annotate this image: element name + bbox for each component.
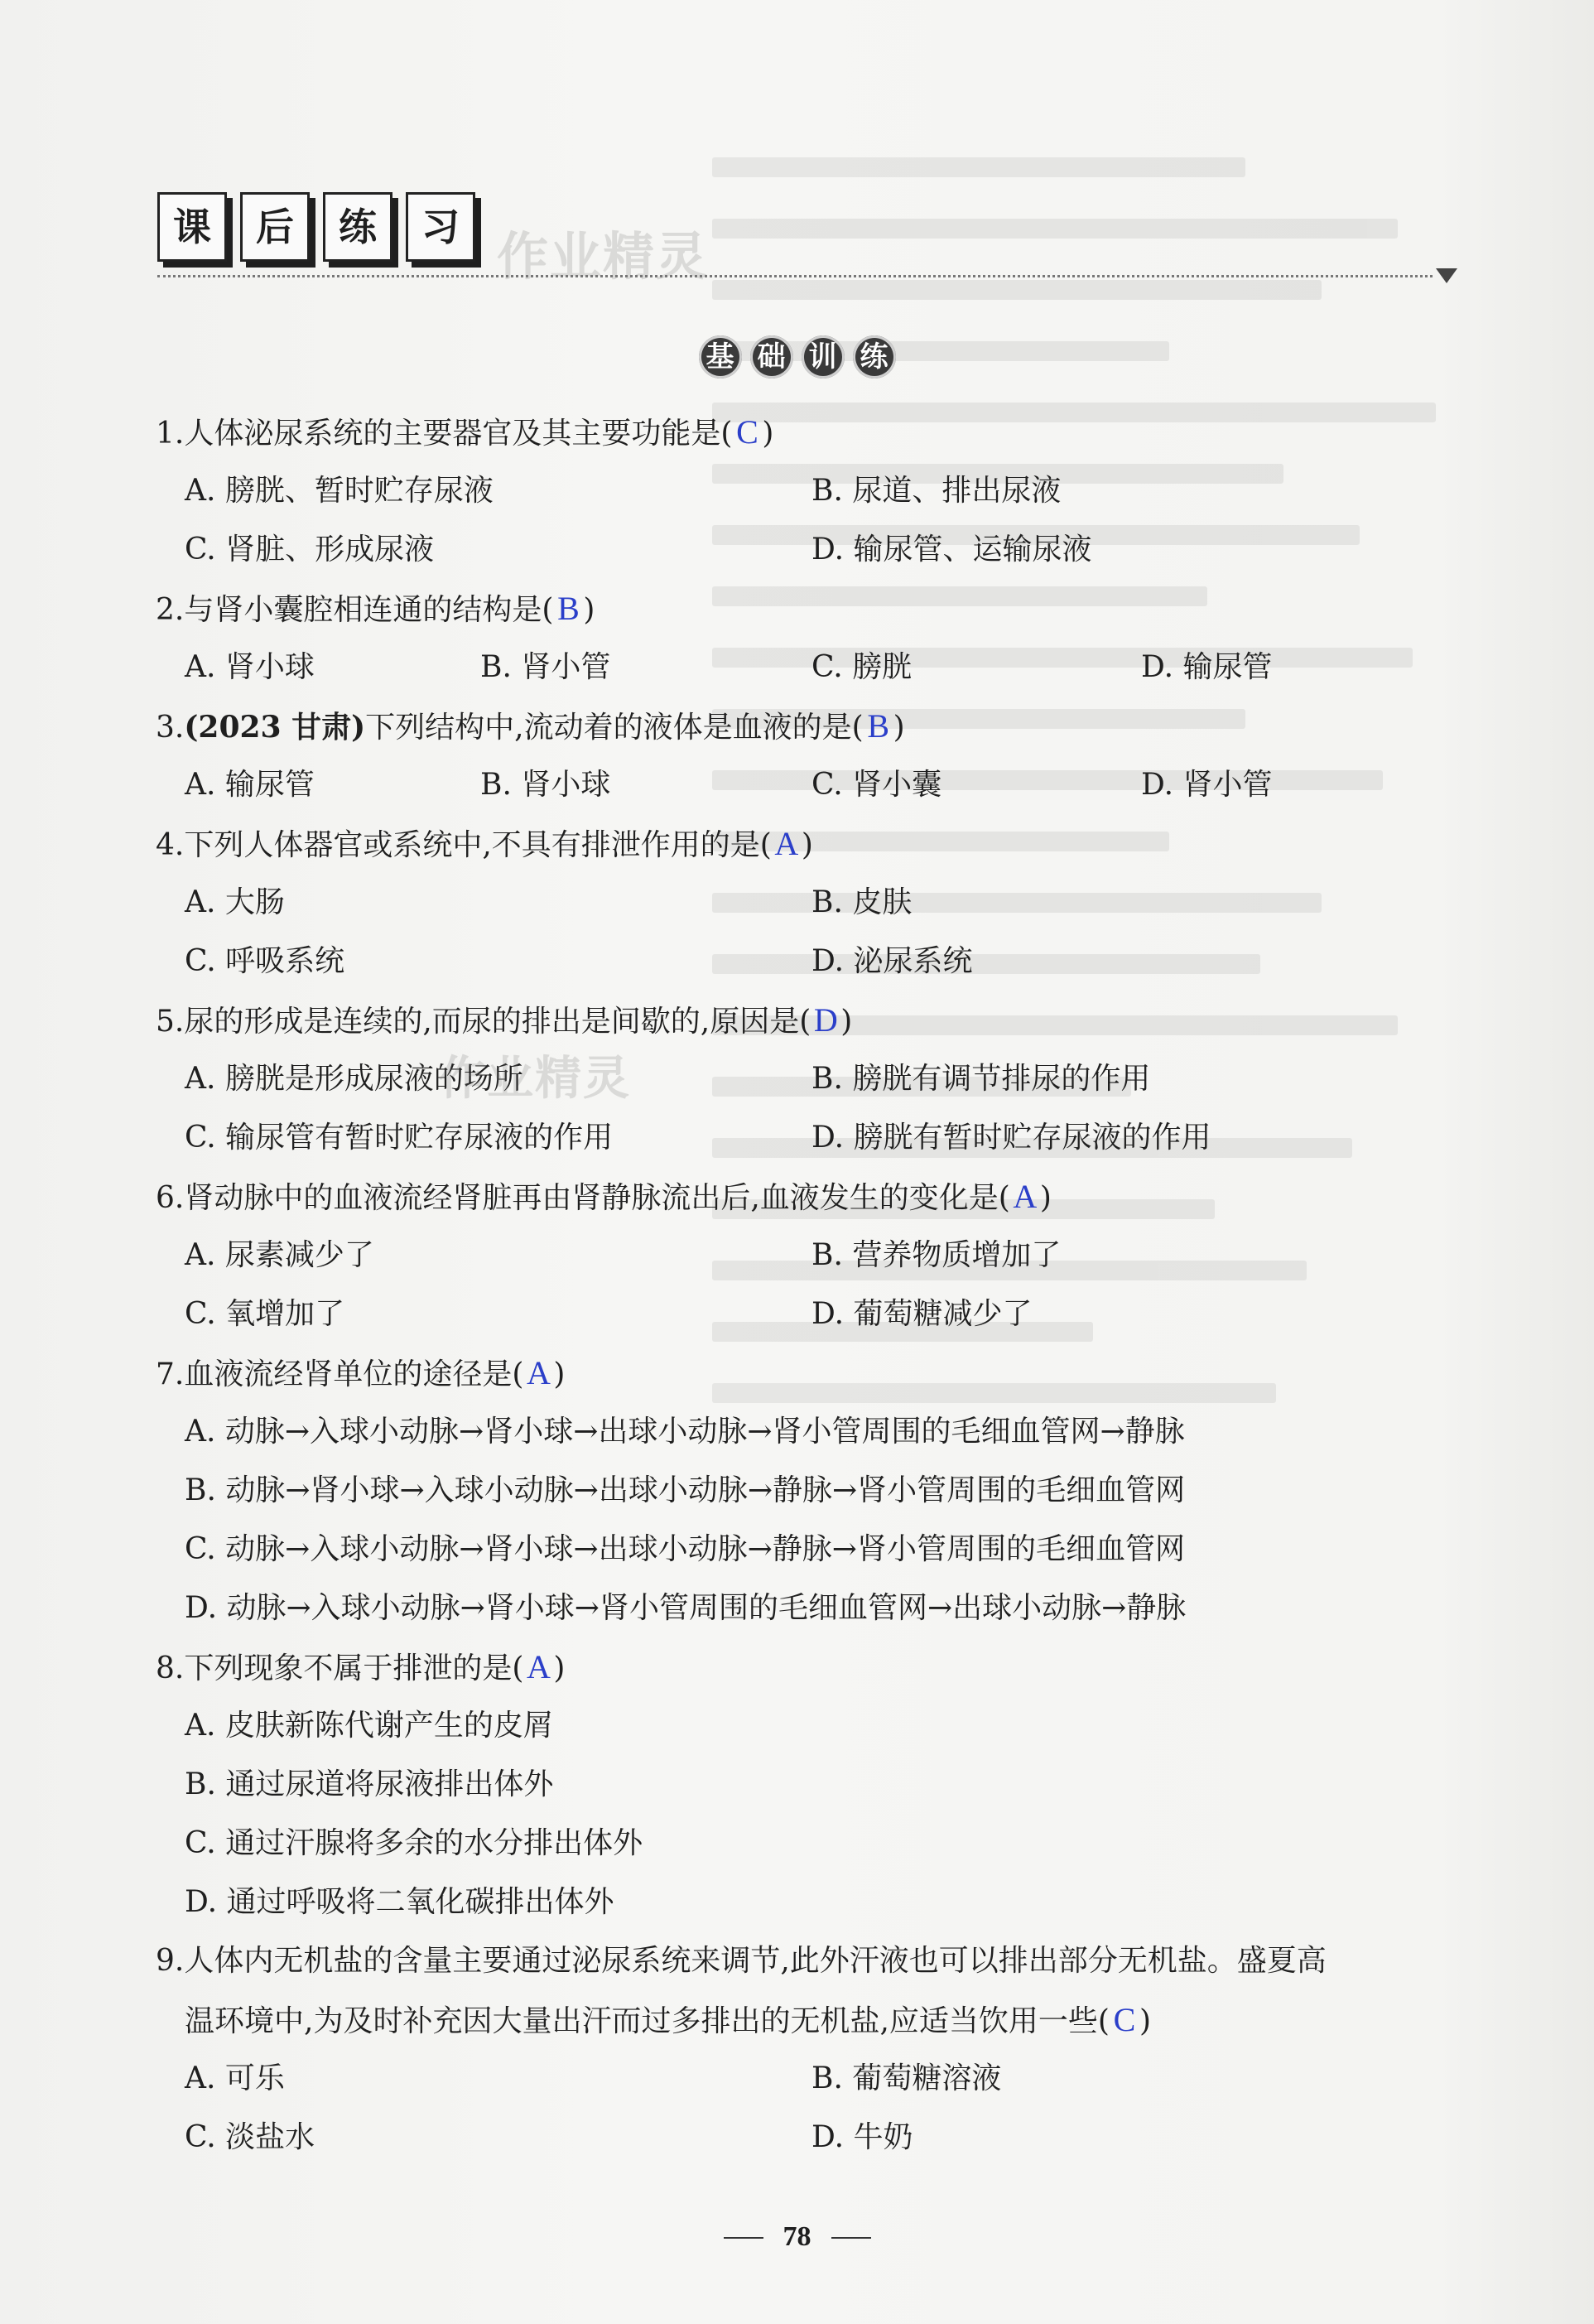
option: A. 可乐 [185,2061,285,2095]
header-tile: 课 [157,192,227,262]
answer: C [1113,2001,1136,2038]
option: C. 氧增加了 [185,1297,345,1331]
answer: C [736,413,758,451]
header-divider [157,275,1433,277]
header-tile: 后 [240,192,310,262]
section-title [0,335,1594,385]
option: C. 通过汗腺将多余的水分排出体外 [185,1826,643,1860]
question-9-line-2: 温环境中,为及时补充因大量出汗而过多排出的无机盐,应适当饮用一些( C ) [185,1999,1151,2042]
question-7: 7.血液流经肾单位的途径是(A) [156,1352,565,1396]
question-source: (2023 甘肃) [184,710,366,745]
section-header [157,192,1449,287]
question-5: 5.尿的形成是连续的,而尿的排出是间歇的,原因是(D) [156,1000,852,1043]
option: B. 通过尿道将尿液排出体外 [185,1767,554,1801]
option: B. 膀胱有调节排尿的作用 [811,1062,1151,1096]
section-char: 训 [802,335,845,378]
option: A. 膀胱是形成尿液的场所 [185,1062,523,1096]
question-9: 9.人体内无机盐的含量主要通过泌尿系统来调节,此外汗液也可以排出部分无机盐。盛夏高 [156,1944,1327,1978]
option: A. 大肠 [185,885,285,919]
option: C. 动脉→入球小动脉→肾小球→出球小动脉→静脉→肾小管周围的毛细血管网 [185,1532,1185,1566]
watermark: 作业精灵 [497,226,710,287]
question-3: 3.(2023 甘肃)下列结构中,流动着的液体是血液的是( B ) [156,706,905,749]
option: A. 膀胱、暂时贮存尿液 [185,474,494,508]
section-char: 练 [853,335,896,378]
option: D. 输尿管 [1141,650,1273,684]
option: C. 呼吸系统 [185,944,345,978]
option: B. 尿道、排出尿液 [811,474,1062,508]
option: B. 葡萄糖溶液 [811,2061,1002,2095]
option: A. 尿素减少了 [185,1238,374,1272]
answer: D [813,1001,838,1039]
page-number: 78 [0,2220,1594,2253]
option: D. 膀胱有暂时贮存尿液的作用 [811,1121,1211,1155]
option: B. 肾小管 [480,650,611,684]
option: B. 动脉→肾小球→入球小动脉→出球小动脉→静脉→肾小管周围的毛细血管网 [185,1473,1186,1507]
option: D. 输尿管、运输尿液 [811,533,1092,567]
answer: A [526,1354,551,1391]
answer: A [774,825,799,862]
option: A. 肾小球 [185,650,315,684]
question-8: 8.下列现象不属于排泄的是(A) [156,1647,565,1690]
option: A. 皮肤新陈代谢产生的皮屑 [185,1709,553,1743]
option: B. 肾小球 [480,768,611,802]
section-char: 基 [699,335,742,378]
question-2: 2.与肾小囊腔相连通的结构是( B ) [156,588,595,631]
question-1: 1.人体泌尿系统的主要器官及其主要功能是( C ) [156,412,773,455]
option: D. 葡萄糖减少了 [811,1297,1033,1331]
watermark: 作业精灵 [439,1052,631,1106]
option: D. 通过呼吸将二氧化碳排出体外 [185,1885,614,1919]
answer: B [867,707,889,745]
option: C. 肾小囊 [811,768,942,802]
option: B. 营养物质增加了 [811,1238,1062,1272]
option: D. 肾小管 [1141,768,1273,802]
header-tile: 练 [323,192,392,262]
option: C. 输尿管有暂时贮存尿液的作用 [185,1121,614,1155]
triangle-arrow-icon [1436,268,1457,283]
option: C. 膀胱 [811,650,913,684]
option: D. 泌尿系统 [811,944,973,978]
answer: A [1013,1178,1038,1215]
option: D. 牛奶 [811,2120,913,2154]
option: C. 肾脏、形成尿液 [185,533,435,567]
answer: A [526,1648,551,1685]
answer: B [557,590,580,627]
section-char: 础 [750,335,793,378]
header-tile: 习 [406,192,475,262]
question-6: 6.肾动脉中的血液流经肾脏再由肾静脉流出后,血液发生的变化是(A) [156,1176,1052,1219]
question-4: 4.下列人体器官或系统中,不具有排泄作用的是(A) [156,823,813,866]
option: B. 皮肤 [811,885,913,919]
option: A. 动脉→入球小动脉→肾小球→出球小动脉→肾小管周围的毛细血管网→静脉 [185,1415,1185,1449]
option: D. 动脉→入球小动脉→肾小球→肾小管周围的毛细血管网→出球小动脉→静脉 [185,1591,1187,1625]
option: A. 输尿管 [185,768,315,802]
option: C. 淡盐水 [185,2120,315,2154]
